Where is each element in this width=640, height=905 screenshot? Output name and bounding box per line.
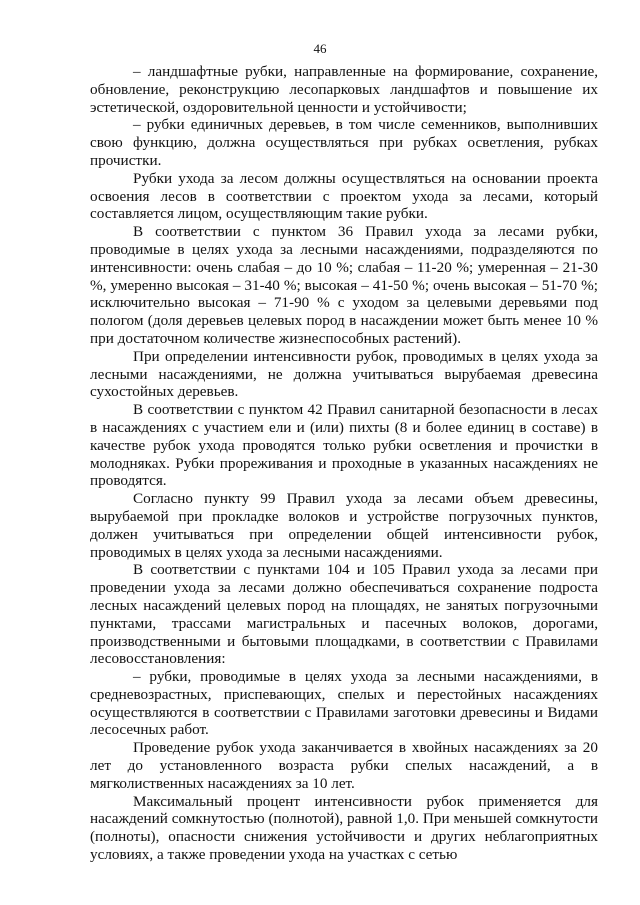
paragraph-mature-stands: – рубки, проводимые в целях ухода за лесными насаждениями, в средневозрастных, приспевающих, спелых и перестойных насаждениях осуществляются в соответствии с Правилами заготовки древесины и Видами лесосечных работ. — [90, 668, 598, 739]
paragraph-landscape-cuttings: – ландшафтные рубки, направленные на формирование, сохранение, обновление, реконструкцию лесопарковых ландшафтов и повышение их эстетической, оздоровительной ценности и устойчивости; — [90, 63, 598, 116]
paragraph-skid-trails-volume: Согласно пункту 99 Правил ухода за лесами объем древесины, вырубаемой при прокладке волоков и устройстве погрузочных пунктов, должен учитываться при определении общей интенсивности рубок, проводимых в целях ухода за лесными насаждениями. — [90, 490, 598, 561]
page-number: 46 — [313, 41, 327, 56]
paragraph-max-intensity: Максимальный процент интенсивности рубок применяется для насаждений сомкнутостью (полнотой), равной 1,0. При меньшей сомкнутости (полноты), опасности снижения устойчивости и других неблагоприятных условиях, а также проведении ухода на участках с сетью — [90, 792, 598, 864]
paragraph-deadwood-exclusion: При определении интенсивности рубок, проводимых в целях ухода за лесными насаждениями, не должна учитываться вырубаемая древесина сухостойных деревьев. — [90, 347, 598, 401]
paragraph-care-end-age: Проведение рубок ухода заканчивается в хвойных насаждениях за 20 лет до установленного возраста рубки спелых насаждений, а в мягколиственных насаждениях за 10 лет. — [90, 739, 598, 792]
document-body — [90, 63, 598, 864]
paragraph-undergrowth-preservation: В соответствии с пунктами 104 и 105 Правил ухода за лесами при проведении ухода за лесами должно обеспечиваться сохранение подроста лесных насаждений целевых пород на площадях, не занятых погрузочными пунктами, трассами магистральных и пасечных волоков, дорогами, производственными и бытовыми площадками, в соответствии с Правилами лесовосстановления: — [90, 561, 598, 668]
paragraph-intensity-classes: В соответствии с пунктом 36 Правил ухода за лесами рубки, проводимые в целях ухода за лесными насаждениями, подразделяются по интенсивности: очень слабая – до 10 %; слабая – 11-20 %; умеренная – 21-30 %, умеренно высокая – 31-40 %; высокая – 41-50 %; очень высокая – 51-70 %; исключительно высокая – 71-90 % с уходом за целевыми деревьями под пологом (доля деревьев целевых пород в насаждении может быть менее 10 % при достаточном количестве жизнеспособных растений). — [90, 223, 598, 347]
paragraph-project-basis: Рубки ухода за лесом должны осуществляться на основании проекта освоения лесов в соответствии с проектом ухода за лесами, который составляется лицом, осуществляющим такие рубки. — [90, 169, 598, 223]
paragraph-single-tree-cuttings: – рубки единичных деревьев, в том числе семенников, выполнивших свою функцию, должна осуществляться при рубках осветления, рубках прочистки. — [90, 116, 598, 169]
paragraph-spruce-fir-rule: В соответствии с пунктом 42 Правил санитарной безопасности в лесах в насаждениях с участием ели и (или) пихты (8 и более единиц в составе) в качестве рубок ухода проводятся только рубки осветления и прочистки в молодняках. Рубки прореживания и проходные в указанных насаждениях не проводятся. — [90, 401, 598, 490]
